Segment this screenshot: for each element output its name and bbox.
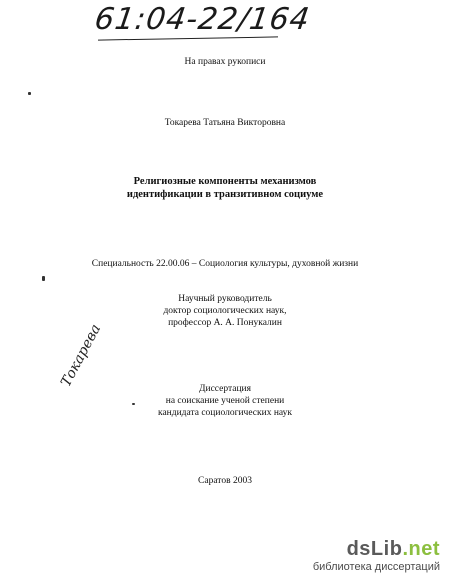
supervisor-degree: доктор социологических наук,	[163, 306, 287, 316]
place-year: Саратов 2003	[198, 476, 252, 486]
dissertation-degree: кандидата социологических наук	[157, 408, 293, 418]
logo-main: dsLib	[346, 538, 403, 560]
rights-line: На правах рукописи	[184, 57, 266, 67]
supervisor-name: профессор А. А. Понукалин	[168, 318, 282, 328]
handwritten-signature: Токарева	[58, 321, 105, 390]
dissertation-title-line-1: Религиозные компоненты механизмов	[133, 176, 317, 187]
author-name: Токарева Татьяна Викторовна	[164, 118, 286, 128]
dslib-tagline: библиотека диссертаций	[312, 561, 440, 573]
dissertation-title-line-2: идентификации в транзитивном социуме	[126, 189, 324, 200]
handwritten-archive-number: 61:04-22/164	[92, 2, 313, 37]
scan-mark	[42, 276, 45, 281]
supervisor-role: Научный руководитель	[178, 294, 272, 304]
logo-accent: .net	[402, 538, 440, 560]
scan-mark	[28, 92, 31, 95]
handwritten-underline	[98, 36, 278, 40]
dissertation-type: Диссертация	[199, 384, 251, 394]
dslib-logo	[313, 538, 440, 561]
dslib-watermark[interactable]	[313, 538, 440, 573]
specialty-line: Специальность 22.00.06 – Социология культуры, духовной жизни	[91, 259, 359, 269]
dissertation-purpose: на соискание ученой степени	[165, 396, 285, 406]
